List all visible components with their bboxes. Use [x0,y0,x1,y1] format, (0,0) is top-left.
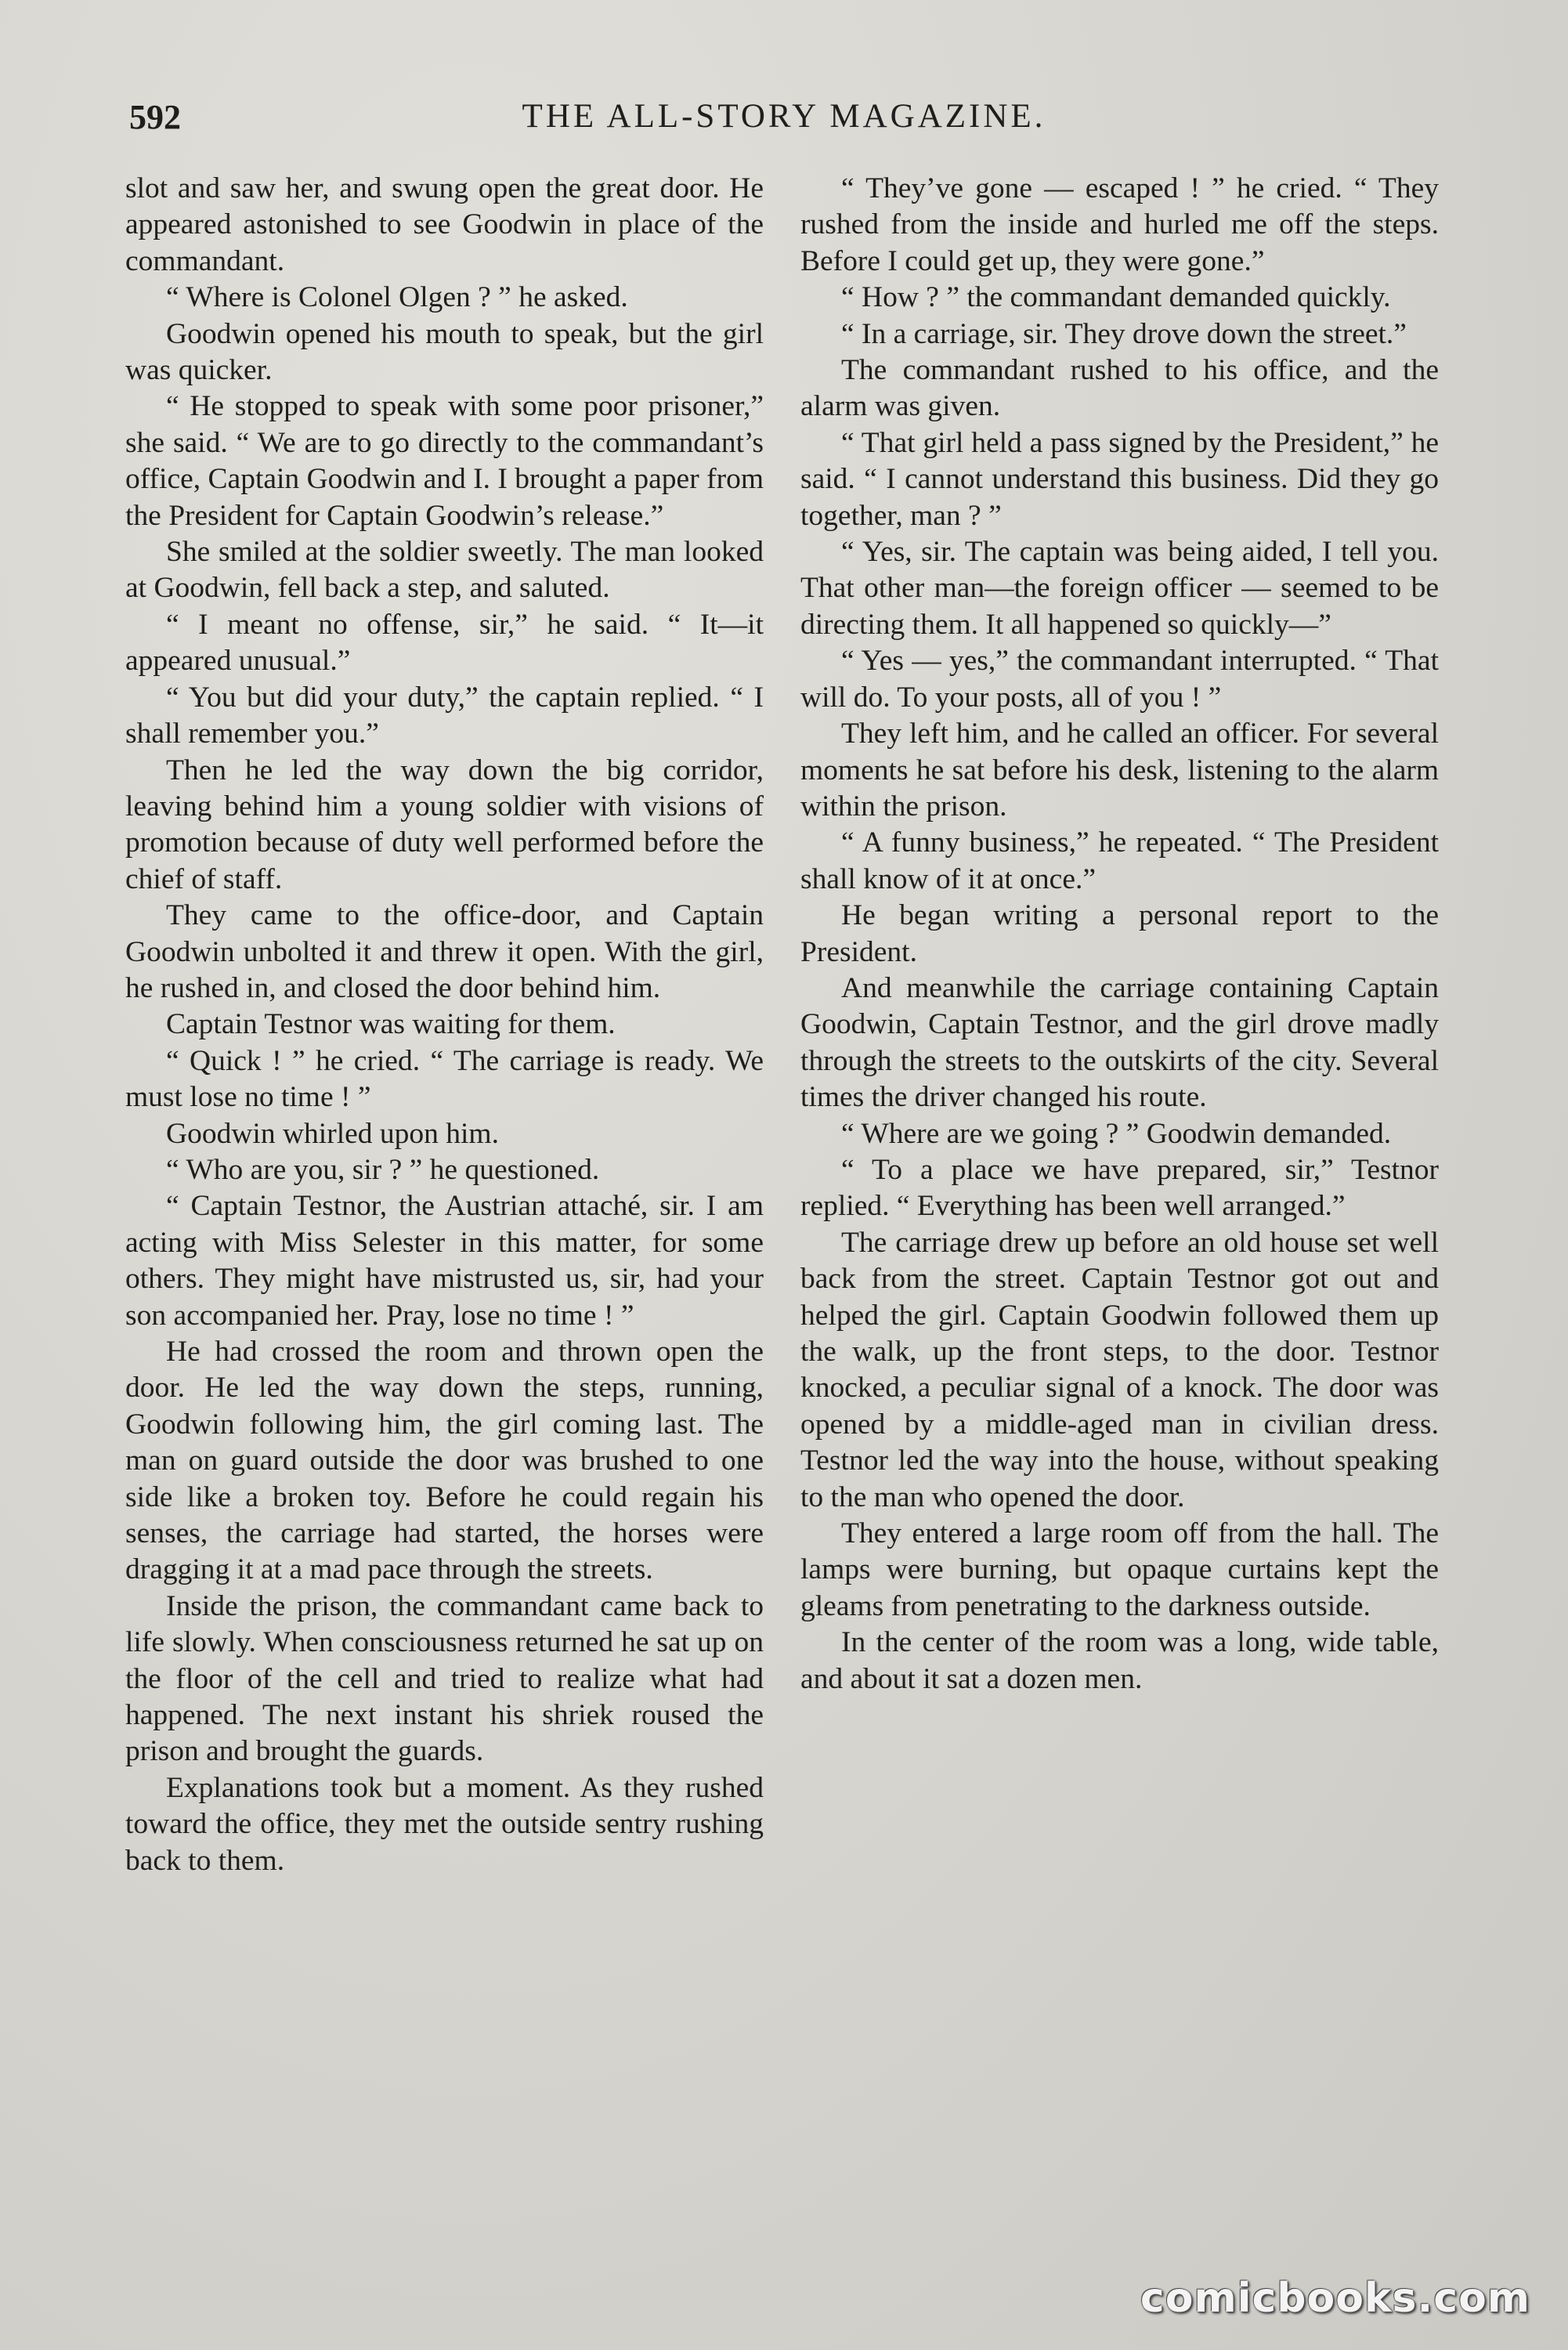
paragraph: The carriage drew up before an old house set well back from the street. Captain Testnor got out and helped the girl. Captain Goodwin followed them up the walk, up the front steps, to the door. Testnor knocked, a peculiar signal of a knock. The door was opened by a middle-aged man in civilian dress. Testnor led the way into the house, without speaking to the man who opened the door. [800,1226,1439,1513]
paragraph: “ They’ve gone — escaped ! ” he cried. “ They rushed from the inside and hurled me off the steps. Before I could get up, they were gone.” [800,172,1439,277]
paragraph: And meanwhile the carriage containing Captain Goodwin, Captain Testnor, and the girl drove madly through the streets to the outskirts of the city. Several times the driver changed his route. [800,971,1439,1114]
paragraph: slot and saw her, and swung open the great door. He appeared astonished to see Goodwin in place of the commandant. [125,172,764,277]
paragraph: They entered a large room off from the hall. The lamps were burning, but opaque curtains kept the gleams from penetrating to the darkness outside. [800,1517,1439,1622]
page-header [129,97,1439,152]
paragraph: The commandant rushed to his office, and the alarm was given. [800,354,1439,423]
paragraph: “ Where is Colonel Olgen ? ” he asked. [166,281,628,314]
paragraph: “ To a place we have prepared, sir,” Testnor replied. “ Everything has been well arranged.” [800,1153,1439,1223]
paragraph: Goodwin whirled upon him. [166,1117,499,1150]
paragraph: “ A funny business,” he repeated. “ The President shall know of it at once.” [800,826,1439,895]
paragraph: “ I meant no offense, sir,” he said. “ It—it appeared unusual.” [125,608,764,678]
left-column [125,171,764,1879]
paragraph: They left him, and he called an officer. For several moments he sat before his desk, listening to the alarm within the prison. [800,718,1439,822]
paragraph: She smiled at the soldier sweetly. The man looked at Goodwin, fell back a step, and saluted. [125,536,764,605]
paragraph: “ Yes — yes,” the commandant interrupted. “ That will do. To your posts, all of you ! ” [800,645,1439,714]
paragraph: Goodwin opened his mouth to speak, but the girl was quicker. [125,317,764,387]
paragraph: Then he led the way down the big corridor, leaving behind him a young soldier with visions of promotion because of duty well performed before the chief of staff. [125,754,764,895]
paragraph: Explanations took but a moment. As they rushed toward the office, they met the outside sentry rushing back to them. [125,1771,764,1877]
right-column [800,171,1439,1697]
paragraph: “ Where are we going ? ” Goodwin demanded. [841,1117,1392,1150]
paragraph: “ Quick ! ” he cried. “ The carriage is ready. We must lose no time ! ” [125,1044,764,1114]
paragraph: “ In a carriage, sir. They drove down the street.” [841,317,1407,350]
paragraph: He had crossed the room and thrown open the door. He led the way down the steps, running, Goodwin following him, the girl coming last. The man on guard outside the door was brushed to one side like a broken toy. Before he could regain his senses, the carriage had started, the horses were dragging it at a mad pace through the streets. [125,1336,764,1586]
paragraph: He began writing a personal report to the President. [800,899,1439,968]
paragraph: They came to the office-door, and Captain Goodwin unbolted it and threw it open. With the girl, he rushed in, and closed the door behind him. [125,899,764,1004]
paragraph: “ Yes, sir. The captain was being aided, I tell you. That other man—the foreign officer — seemed to be directing them. It all happened so quickly—” [800,536,1439,641]
paragraph: Inside the prison, the commandant came back to life slowly. When consciousness returned he sat up on the floor of the cell and tried to realize what had happened. The next instant his shriek roused the prison and brought the guards. [125,1589,764,1768]
paragraph: “ Captain Testnor, the Austrian attaché, sir. I am acting with Miss Selester in this matter, for some others. They might have mistrusted us, sir, had your son accompanied her. Pray, lose no time ! ” [125,1190,764,1332]
paragraph: In the center of the room was a long, wide table, and about it sat a dozen men. [800,1626,1439,1695]
paragraph: “ You but did your duty,” the captain replied. “ I shall remember you.” [125,681,764,750]
paragraph: “ He stopped to speak with some poor prisoner,” she said. “ We are to go directly to the commandant’s office, Captain Goodwin and I. I brought a paper from the President for Captain Goodwin’s release.” [125,390,764,532]
page-number: 592 [129,98,181,136]
paragraph: “ Who are you, sir ? ” he questioned. [166,1153,600,1186]
paragraph: “ That girl held a pass signed by the President,” he said. “ I cannot understand this business. Did they go together, man ? ” [800,426,1439,532]
paragraph: Captain Testnor was waiting for them. [166,1008,616,1041]
running-head: THE ALL-STORY MAGAZINE. [522,98,1046,135]
watermark: comicbooks.com [1140,2275,1530,2322]
paragraph: “ How ? ” the commandant demanded quickly. [841,281,1391,314]
